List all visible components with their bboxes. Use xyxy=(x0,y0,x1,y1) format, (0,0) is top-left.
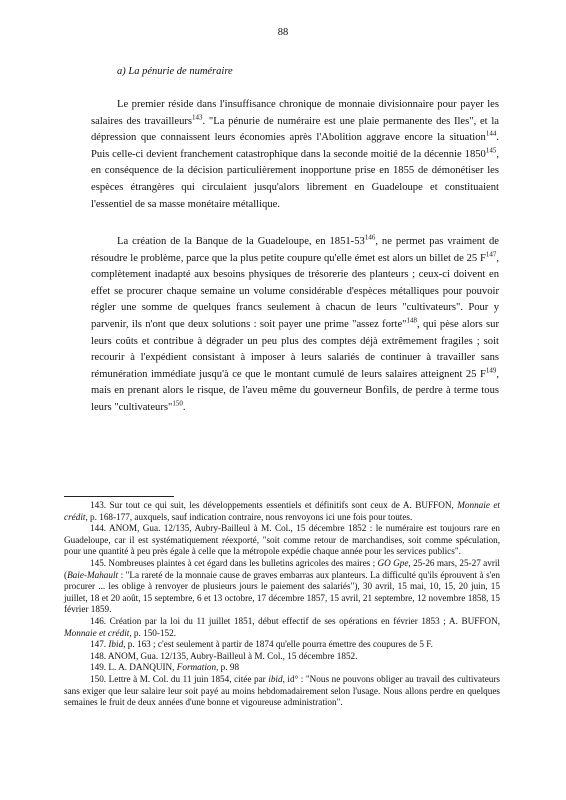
fn146-text-a: 146. Création par la loi du 11 juillet 1851, début effectif de ses opérations en février 1853 ; A. BUFFON, xyxy=(90,615,500,626)
para1-text-2: . "La pénurie de numéraire est une plaie permanente des Iles", et la dépression que connaissent leurs économies après l'Abolition aggrave encore la situation xyxy=(91,115,500,144)
paragraph-2 xyxy=(91,234,499,417)
footnote-149 xyxy=(64,662,500,674)
footnote-ref-147[interactable]: 147 xyxy=(485,250,497,259)
fn145-text-c: : "La rareté de la monnaie cause de graves embarras aux planteurs. La difficulté qu'ils éprouvent à s'en procurer ... les oblige à renvoyer de plusieurs jours le paiement des salariés"), 30 avril, 15 mai, 10, 15, 20 juin, 15 juillet, 18 et 20 août, 15 septembre, 6 et 13 octobre, 17 décembre 1857, 15 avril, 21 septembre, 12 novembre 1858, 15 février 1859. xyxy=(64,569,500,615)
fn150-ibid: ibid xyxy=(268,673,283,684)
fn149-text-a: 149. L. A. DANQUIN, xyxy=(90,662,177,673)
footnote-ref-145[interactable]: 145 xyxy=(485,146,497,155)
para2-text-5: , mais en prenant alors le risque, de l'aveu même du gouverneur Bonfils, de perdre à terme tous leurs "cultivateurs" xyxy=(91,368,499,413)
fn149-text-b: , p. 98 xyxy=(216,662,240,673)
footnote-ref-150[interactable]: 150 xyxy=(172,399,183,408)
fn150-text-b: , id° : "Nous ne pouvons obliger au travail des cultivateurs sans exiger que leur salaire leur soit payé au moins hebdomadairement selon l'usage. Nous allons perdre en quelques semaines le fruit de deux années d'une bonne et vigoureuse administration". xyxy=(64,673,500,708)
fn150-text-a: 150. Lettre à M. Col. du 11 juin 1854, citée par xyxy=(90,673,269,684)
footnote-147 xyxy=(64,639,500,651)
para1-text-1: Le premier réside dans l'insuffisance chronique de monnaie divisionnaire pour payer les salaires des travailleurs xyxy=(91,99,499,127)
fn145-source: GO Gpe xyxy=(377,557,409,568)
fn143-title: Monnaie et crédit xyxy=(64,500,500,522)
para2-text-6: . xyxy=(182,401,186,413)
section-heading: a) La pénurie de numéraire xyxy=(117,66,233,77)
footnote-ref-144[interactable]: 144 xyxy=(485,129,497,138)
footnote-ref-148[interactable]: 148 xyxy=(406,316,418,325)
footnote-ref-149[interactable]: 149 xyxy=(485,366,497,375)
paragraph-1 xyxy=(91,97,499,213)
fn147-ibid: Ibid xyxy=(108,639,124,650)
footnote-ref-146[interactable]: 146 xyxy=(364,233,376,242)
footnote-separator xyxy=(64,496,174,497)
fn149-title: Formation xyxy=(176,662,217,673)
fn143-text-a: 143. Sur tout ce qui suit, les développements essentiels et définitifs sont ceux de A. BUFFON, xyxy=(90,500,458,510)
para1-text-4: , en conséquence de la décision particulièrement inopportune prise en 1855 de démonétiser les espèces étrangères qui circulaient jusqu'alors librement en Guadeloupe et constituaient l'essentiel de sa masse monétaire métallique. xyxy=(91,148,499,210)
para2-text-4: , qui pèse alors sur leurs coûts et contribue à dégrader un peu plus des comptes déjà extrêmement fragiles ; soit recourir à l'expédient consistant à imposer à leurs salariés de continuer à travailler sans rémunération immédiate jusqu'à ce que le montant cumulé de leurs salaires atteignent 25 F xyxy=(91,318,499,380)
fn147-text-a: 147. xyxy=(90,639,109,650)
footnote-148: 148. ANOM, Gua. 12/135, Aubry-Bailleul à M. Col., 15 décembre 1852. xyxy=(90,650,358,661)
footnote-143 xyxy=(64,500,500,523)
fn147-text-b: , p. 163 ; c'est seulement à partir de 1874 qu'elle pourra émettre des coupures de 5 F. xyxy=(123,639,433,650)
para2-text-3: , complètement inadapté aux besoins physiques de trésorerie des planteurs ; ceux-ci doivent en effet se procurer chaque semaine un volume considérable d'espèces métalliques pour pouvoir régler une somme de quelques francs seulement à chacun de leurs "cultivateurs". Pour y parvenir, ils n'ont que deux solutions : soit payer une prime "assez forte" xyxy=(91,252,499,330)
footnote-144: 144. ANOM, Gua. 12/135, Aubry-Bailleul à M. Col., 15 décembre 1852 : le numéraire est toujours rare en Guadeloupe, car il est systématiquement réexporté, "soit comme retour de marchandises, soit comme spéculation, pour une quantité à peu près égale à celle que la métropole expédie chaque année pour les services publics". xyxy=(64,523,500,557)
footnote-145 xyxy=(64,558,500,616)
footnote-ref-143[interactable]: 143 xyxy=(192,113,203,122)
fn145-text-a: 145. Nombreuses plaintes à cet égard dans les bulletins agricoles des maires ; xyxy=(90,557,378,568)
footnote-146 xyxy=(64,616,500,639)
para2-text-1: La création de la Banque de la Guadeloupe, en 1851-53 xyxy=(117,236,365,247)
footnote-150 xyxy=(64,674,500,709)
fn146-title: Monnaie et crédit xyxy=(64,627,130,638)
footnotes xyxy=(64,500,500,709)
page-number: 88 xyxy=(277,27,289,38)
para2-text-2: , ne permet pas vraiment de résoudre le problème, parce que la plus petite coupure qu'elle émet est alors un billet de 25 F xyxy=(91,236,499,264)
fn145-place: Baie-Mahault xyxy=(67,569,119,580)
para1-text-3: . Puis celle-ci devient franchement catastrophique dans la seconde moitié de la décennie 1850 xyxy=(91,132,499,160)
fn145-text-b: , 25-26 mars, 25-27 avril ( xyxy=(64,557,500,580)
fn146-text-b: , p. 150-152. xyxy=(129,627,177,638)
fn143-text-b: , p. 168-177, auxquels, sauf indication contraire, nous renvoyons ici une fois pour toutes. xyxy=(85,511,413,522)
